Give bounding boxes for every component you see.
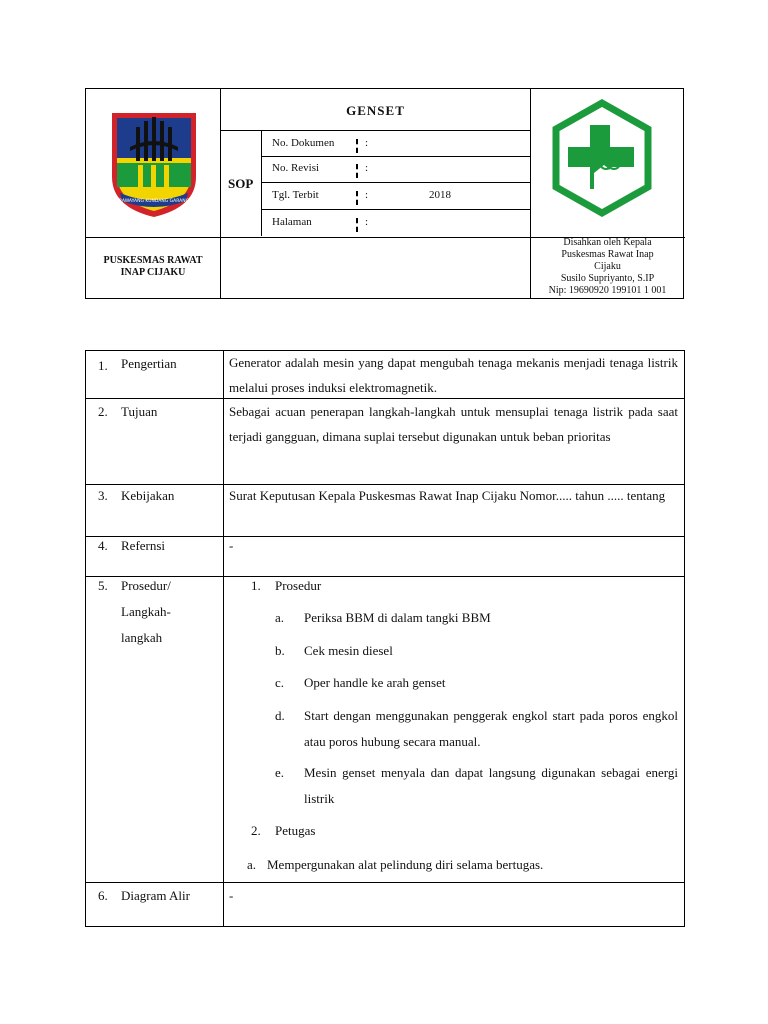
step-text: Mesin genset menyala dan dapat langsung digunakan sebagai energi listrik bbox=[304, 765, 678, 806]
section-label: Kebijakan bbox=[121, 488, 175, 503]
section-text-purpose: Sebagai acuan penerapan langkah-langkah untuk mensuplai tenaga listrik pada saat terjadi gangguan, dimana suplai tersebut digunakan untuk beban prioritas bbox=[229, 404, 678, 444]
section-number: 1. bbox=[98, 358, 108, 373]
section-number: 2. bbox=[98, 404, 108, 419]
section-label: Pengertian bbox=[121, 356, 177, 371]
section-label: Diagram Alir bbox=[121, 888, 190, 903]
page-label: Halaman bbox=[272, 216, 312, 228]
step-text: Cek mesin diesel bbox=[304, 643, 393, 658]
doc-number-colon: : bbox=[365, 137, 369, 149]
step-letter: d. bbox=[275, 708, 285, 723]
sop-title: GENSET bbox=[346, 103, 405, 118]
issue-date-label: Tgl. Terbit bbox=[272, 189, 319, 201]
logo-motto: RAWAYANG KUNDANG GARANG bbox=[118, 199, 190, 204]
step-letter: a. bbox=[247, 857, 257, 872]
sop-content-table bbox=[85, 350, 685, 927]
section-label: Refernsi bbox=[121, 538, 166, 553]
step-letter: e. bbox=[275, 765, 285, 780]
section-number: 5. bbox=[98, 578, 108, 593]
section-number: 6. bbox=[98, 888, 108, 903]
step-text: Oper handle ke arah genset bbox=[304, 675, 446, 690]
petugas-heading-number: 2. bbox=[251, 823, 261, 838]
sop-label: SOP bbox=[228, 176, 254, 191]
revision-colon: : bbox=[365, 162, 369, 174]
section-text-policy: Surat Keputusan Kepala Puskesmas Rawat Inap Cijaku Nomor..... tahun ..... tentang bbox=[229, 488, 666, 503]
section-text-definition: Generator adalah mesin yang dapat mengubah tenaga mekanis menjadi tenaga listrik melalui proses induksi elektromagnetik. bbox=[229, 355, 678, 395]
section-text-flow-diagram: - bbox=[229, 888, 234, 903]
step-text: Periksa BBM di dalam tangki BBM bbox=[304, 610, 491, 625]
step-text: Start dengan menggunakan penggerak engkol start pada poros engkol atau poros hubung secara manual. bbox=[304, 708, 678, 749]
step-letter: a. bbox=[275, 610, 285, 625]
step-text: Mempergunakan alat pelindung diri selama bertugas. bbox=[267, 857, 544, 872]
procedure-heading: Prosedur bbox=[275, 578, 322, 593]
puskesmas-logo bbox=[550, 99, 654, 217]
document-header bbox=[85, 88, 684, 299]
regency-logo bbox=[106, 107, 202, 219]
section-number: 4. bbox=[98, 538, 108, 553]
revision-label: No. Revisi bbox=[272, 162, 320, 174]
petugas-heading: Petugas bbox=[275, 823, 316, 838]
section-label: Tujuan bbox=[121, 404, 158, 419]
org-name: PUSKESMAS RAWAT INAP CIJAKU bbox=[103, 255, 203, 278]
approval-block: Disahkan oleh Kepala Puskesmas Rawat Inap Cijaku Susilo Supriyanto, S.IP Nip: 19690920 199101 1 001 bbox=[548, 237, 667, 296]
issue-date-value: 2018 bbox=[429, 189, 451, 201]
section-text-reference: - bbox=[229, 538, 234, 553]
doc-number-label: No. Dokumen bbox=[272, 137, 335, 149]
issue-date-colon: : bbox=[365, 189, 369, 201]
section-label: Prosedur/ Langkah- langkah bbox=[121, 578, 171, 645]
page-colon: : bbox=[365, 216, 369, 228]
procedure-heading-number: 1. bbox=[251, 578, 261, 593]
step-letter: c. bbox=[275, 675, 285, 690]
section-number: 3. bbox=[98, 488, 108, 503]
step-letter: b. bbox=[275, 643, 285, 658]
